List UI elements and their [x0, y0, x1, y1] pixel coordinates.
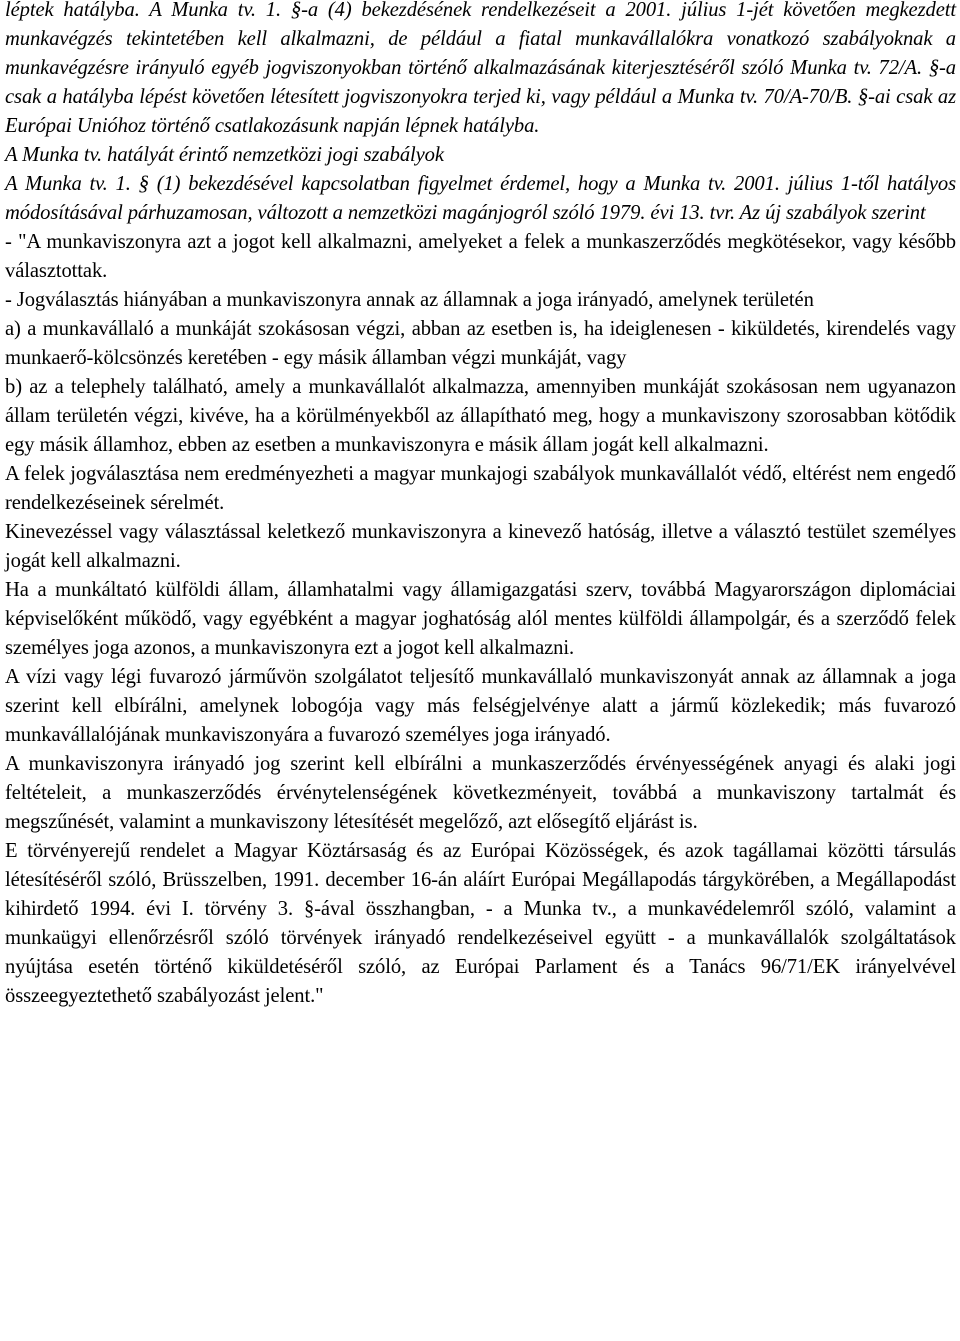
paragraph-absence-of-choice: - Jogválasztás hiányában a munkaviszonyra annak az államnak a joga irányadó, amelynek területén — [5, 289, 814, 311]
paragraph-transport-vehicle: A vízi vagy légi fuvarozó járművön szolgálatot teljesítő munkavállaló munkaviszonyát annak az államnak a joga szerint kell elbírálni, amelynek lobogója vagy más felségjelvénye alatt a jármű közlekedik; más fuvarozó munkavállalójának munkaviszonyára a fuvarozó személyes joga irányadó. — [5, 666, 956, 746]
paragraph-international-private-law: A Munka tv. 1. § (1) bekezdésével kapcsolatban figyelmet érdemel, hogy a Munka tv. 2001. július 1-től hatályos módosításával párhuzamosan, változott a nemzetközi magánjogról szóló 1979. évi 13. tvr. Az új szabályok szerint — [5, 173, 956, 224]
paragraph-item-a: a) a munkavállaló a munkáját szokásosan végzi, abban az esetben is, ha ideiglenesen - kiküldetés, kirendelés vagy munkaerő-kölcsönzés keretében - egy másik államban végzi munkáját, vagy — [5, 318, 956, 369]
section-heading-international-rules: A Munka tv. hatályát érintő nemzetközi jogi szabályok — [5, 144, 444, 166]
paragraph-foreign-employer: Ha a munkáltató külföldi állam, államhatalmi vagy államigazgatási szerv, továbbá Magyarországon diplomáciai képviselőként működő, vagy egyébként a magyar joghatóság alól mentes külföldi állampolgár, és a szerződő felek személyes joga azonos, a munkaviszonyra ezt a jogot kell alkalmazni. — [5, 579, 956, 659]
paragraph-item-b: b) az a telephely található, amely a munkavállalót alkalmazza, amennyiben munkáját szokásosan nem ugyanazon állam területén végzi, kivéve, ha a körülményekből az állapítható meg, hogy a munkaviszony szorosabban kötődik egy másik államhoz, ebben az esetben a munkaviszonyra e másik állam jogát kell alkalmazni. — [5, 376, 956, 456]
document-page — [5, 0, 956, 1011]
paragraph-eu-agreement: E törvényerejű rendelet a Magyar Köztársaság és az Európai Közösségek, és azok tagállamai közötti társulás létesítéséről szóló, Brüsszelben, 1991. december 16-án aláírt Európai Megállapodás tárgykörében, a Megállapodást kihirdető 1994. évi I. törvény 3. §-ával összhangban, - a Munka tv., a munkavédelemről szóló, valamint a munkaügyi ellenőrzésről szóló törvények irányadó rendelkezéseivel együtt - a munkavállalók szolgáltatások nyújtása esetén történő kiküldetéséről szóló, az Európai Parlament és a Tanács 96/71/EK irányelvével összeegyeztethető szabályozást jelent." — [5, 840, 956, 1007]
paragraph-effective-dates: léptek hatályba. A Munka tv. 1. §-a (4) bekezdésének rendelkezéseit a 2001. július 1-jét követően megkezdett munkavégzés tekintetében kell alkalmazni, de például a fiatal munkavállalókra vonatkozó szabályoknak a munkavégzésre irányuló egyéb jogviszonyokban történő alkalmazásának kiterjesztéséről szóló Munka tv. 72/A. §-a csak a hatályba lépést követően létesített jogviszonyokra terjed ki, vagy például a Munka tv. 70/A-70/B. §-ai csak az Európai Unióhoz történő csatlakozásunk napján lépnek hatályba. — [5, 0, 956, 137]
paragraph-protective-rules: A felek jogválasztása nem eredményezheti a magyar munkajogi szabályok munkavállalót védő, eltérést nem engedő rendelkezéseinek sérelmét. — [5, 463, 956, 514]
paragraph-governing-law-scope: A munkaviszonyra irányadó jog szerint kell elbírálni a munkaszerződés érvényességének anyagi és alaki jogi feltételeit, a munkaszerződés érvénytelenségének következményeit, továbbá a munkaviszony tartalmát és megszűnését, valamint a munkaviszony létesítését megelőző, azt elősegítő eljárást is. — [5, 753, 956, 833]
paragraph-choice-of-law: - "A munkaviszonyra azt a jogot kell alkalmazni, amelyeket a felek a munkaszerződés megkötésekor, vagy később választottak. — [5, 231, 956, 282]
paragraph-appointment: Kinevezéssel vagy választással keletkező munkaviszonyra a kinevező hatóság, illetve a választó testület személyes jogát kell alkalmazni. — [5, 521, 956, 572]
